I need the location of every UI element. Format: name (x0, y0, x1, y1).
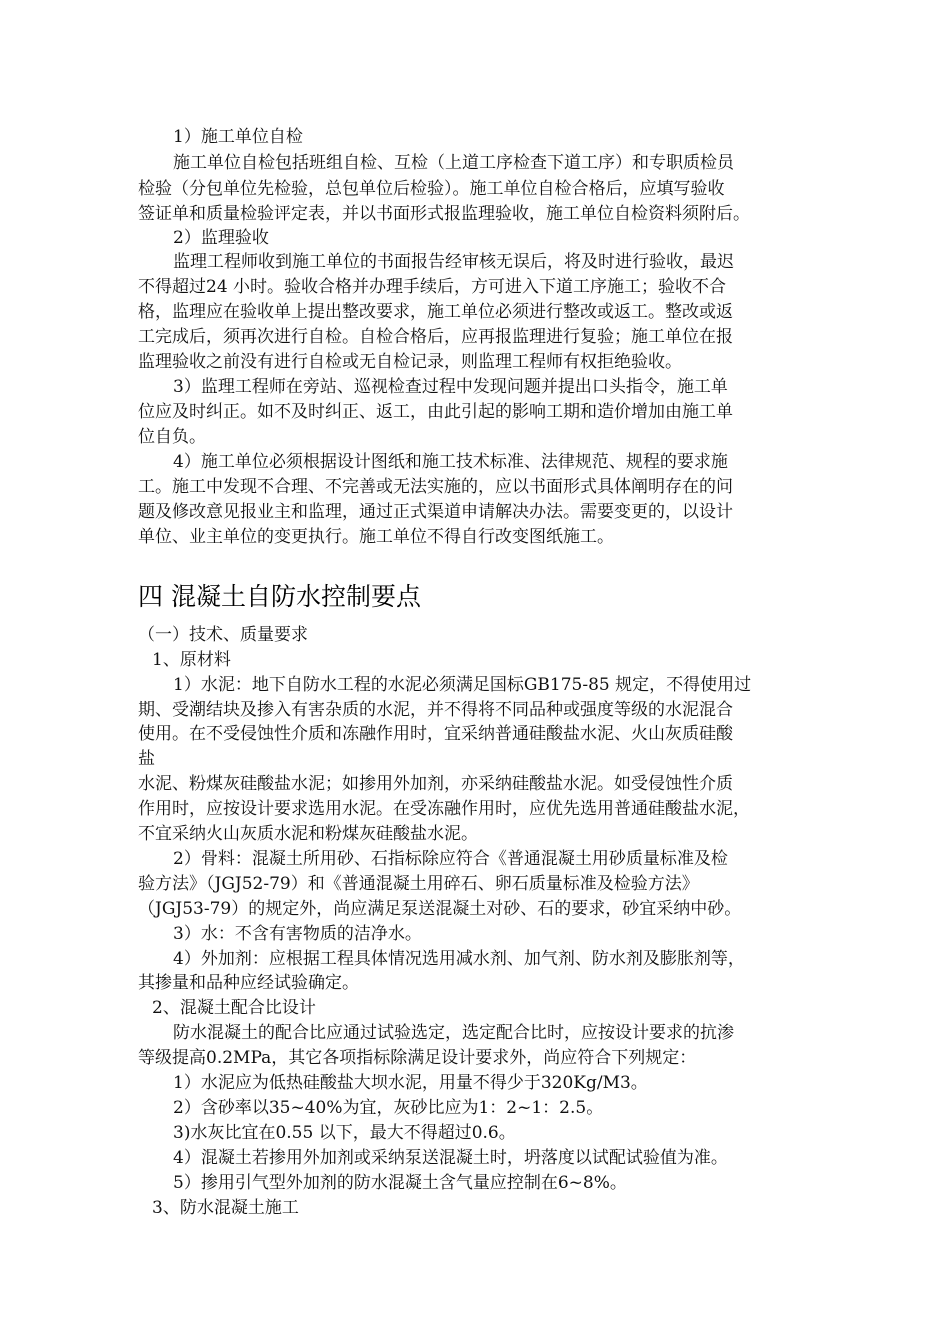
text-line: 盐 (138, 749, 155, 769)
text-line: （JGJ53-79）的规定外，尚应满足泵送混凝土对砂、石的要求，砂宜采纳中砂。 (138, 899, 742, 919)
text-line: 检验（分包单位先检验，总包单位后检验）。施工单位自检合格后，应填写验收 (138, 179, 725, 199)
text-line: 2）含砂率以35~40%为宜，灰砂比应为1：2~1：2.5。 (173, 1098, 604, 1118)
text-line: 防水混凝土的配合比应通过试验选定，选定配合比时，应按设计要求的抗渗 (173, 1023, 734, 1043)
text-line: 签证单和质量检验评定表，并以书面形式报监理验收，施工单位自检资料须附后。 (138, 204, 750, 224)
text-line: 工。施工中发现不合理、不完善或无法实施的，应以书面形式具体阐明存在的问 (138, 477, 733, 497)
text-line: 1）水泥应为低热硅酸盐大坝水泥，用量不得少于320Kg/M3。 (173, 1073, 648, 1093)
text-line: 格，监理应在验收单上提出整改要求，施工单位必须进行整改或返工。整改或返 (138, 302, 733, 322)
text-line: 单位、业主单位的变更执行。施工单位不得自行改变图纸施工。 (138, 527, 614, 547)
text-line: 不宜采纳火山灰质水泥和粉煤灰硅酸盐水泥。 (138, 824, 478, 844)
text-line: 作用时，应按设计要求选用水泥。在受冻融作用时，应优先选用普通硅酸盐水泥， (138, 799, 750, 819)
text-line: 期、受潮结块及掺入有害杂质的水泥，并不得将不同品种或强度等级的水泥混合 (138, 700, 733, 720)
text-line: 4）施工单位必须根据设计图纸和施工技术标准、法律规范、规程的要求施 (173, 452, 728, 472)
text-line: 不得超过24 小时。验收合格并办理手续后，方可进入下道工序施工；验收不合 (138, 277, 727, 297)
text-line: 4）混凝土若掺用外加剂或采纳泵送混凝土时，坍落度以试配试验值为准。 (173, 1148, 728, 1168)
text-line: 其掺量和品种应经试验确定。 (138, 973, 359, 993)
text-line: 验方法》（JGJ52-79）和《普通混凝土用碎石、卵石质量标准及检验方法》 (138, 874, 699, 894)
text-line: 5）掺用引气型外加剂的防水混凝土含气量应控制在6~8%。 (173, 1173, 627, 1193)
text-line: 3、防水混凝土施工 (152, 1198, 299, 1218)
text-line: 等级提高0.2MPa，其它各项指标除满足设计要求外，尚应符合下列规定： (138, 1048, 697, 1068)
section-heading: 四 混凝土自防水控制要点 (138, 582, 421, 611)
text-line: （一）技术、质量要求 (138, 625, 308, 645)
text-line: 位应及时纠正。如不及时纠正、返工，由此引起的影响工期和造价增加由施工单 (138, 402, 733, 422)
text-line: 水泥、粉煤灰硅酸盐水泥；如掺用外加剂，亦采纳硅酸盐水泥。如受侵蚀性介质 (138, 774, 733, 794)
text-line: 使用。在不受侵蚀性介质和冻融作用时，宜采纳普通硅酸盐水泥、火山灰质硅酸 (138, 724, 733, 744)
text-line: 4）外加剂：应根据工程具体情况选用减水剂、加气剂、防水剂及膨胀剂等， (173, 949, 745, 969)
text-line: 2）监理验收 (173, 228, 269, 248)
text-line: 监理工程师收到施工单位的书面报告经审核无误后，将及时进行验收，最迟 (173, 252, 734, 272)
text-line: 位自负。 (138, 427, 206, 447)
text-line: 工完成后，须再次进行自检。自检合格后，应再报监理进行复验；施工单位在报 (138, 327, 733, 347)
text-line: 监理验收之前没有进行自检或无自检记录，则监理工程师有权拒绝验收。 (138, 352, 682, 372)
text-line: 1）施工单位自检 (173, 127, 303, 147)
text-line: 施工单位自检包括班组自检、互检（上道工序检查下道工序）和专职质检员 (173, 153, 734, 173)
text-line: 3）监理工程师在旁站、巡视检查过程中发现问题并提出口头指令，施工单 (173, 377, 728, 397)
text-line: 3)水灰比宜在0.55 以下，最大不得超过0.6。 (173, 1123, 516, 1143)
text-line: 题及修改意见报业主和监理，通过正式渠道申请解决办法。需要变更的，以设计 (138, 502, 733, 522)
text-line: 2、混凝土配合比设计 (152, 998, 316, 1018)
text-line: 3）水：不含有害物质的洁净水。 (173, 924, 422, 944)
text-line: 1、原材料 (152, 650, 231, 670)
text-line: 1）水泥：地下自防水工程的水泥必须满足国标GB175-85 规定，不得使用过 (173, 675, 752, 695)
text-line: 2）骨料：混凝土所用砂、石指标除应符合《普通混凝土用砂质量标准及检 (173, 849, 728, 869)
